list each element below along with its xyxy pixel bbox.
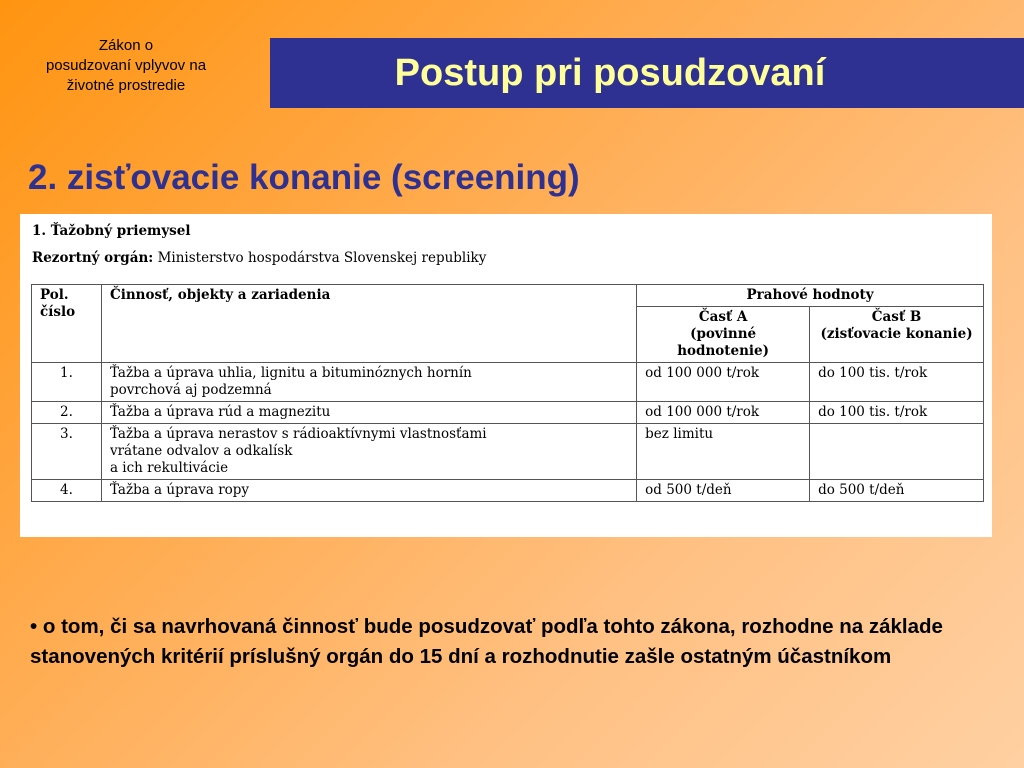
category-title-text: 1. Ťažobný priemysel bbox=[32, 223, 191, 239]
row-part-a: od 100 000 t/rok bbox=[637, 363, 810, 402]
row-part-b: do 100 tis. t/rok bbox=[810, 402, 984, 424]
row-number: 4. bbox=[32, 480, 102, 502]
header-part-b bbox=[810, 307, 984, 363]
activity-line: a ich rekultivácie bbox=[109, 460, 229, 476]
category-title bbox=[32, 223, 190, 239]
header-part-a bbox=[637, 307, 810, 363]
table-header-row bbox=[32, 285, 984, 307]
row-number: 3. bbox=[32, 424, 102, 480]
act-title-line-1: Zákon o bbox=[98, 37, 154, 54]
part-b-subtitle: (zisťovacie konanie) bbox=[820, 326, 973, 342]
row-part-a: od 500 t/deň bbox=[637, 480, 810, 502]
bullet-point bbox=[30, 612, 950, 672]
authority-value: Ministerstvo hospodárstva Slovenskej republiky bbox=[157, 250, 487, 266]
part-a-title: Časť A bbox=[698, 309, 748, 325]
bullet-text: o tom, či sa navrhovaná činnosť bude posudzovať podľa tohto zákona, rozhodne na základe stanovených kritérií príslušný orgán do 15 dní a rozhodnutie zašle ostatným účastníkom bbox=[30, 615, 943, 668]
activities-table bbox=[31, 284, 984, 502]
activity-line: Ťažba a úprava nerastov s rádioaktívnymi vlastnosťami bbox=[109, 426, 487, 442]
row-part-b: do 100 tis. t/rok bbox=[810, 363, 984, 402]
header-bar bbox=[270, 38, 1024, 108]
row-part-b bbox=[810, 424, 984, 480]
row-part-b: do 500 t/deň bbox=[810, 480, 984, 502]
row-activity bbox=[101, 363, 636, 402]
activity-line: vrátane odvalov a odkalísk bbox=[109, 443, 293, 459]
table-row bbox=[32, 424, 984, 480]
act-title-line-3: životné prostredie bbox=[66, 77, 186, 94]
act-title bbox=[0, 36, 252, 96]
header-pol-cislo: Pol. číslo bbox=[32, 285, 102, 363]
section-heading: 2. zisťovacie konanie (screening) bbox=[28, 158, 580, 197]
table-row bbox=[32, 363, 984, 402]
bullet-marker: • bbox=[30, 615, 38, 638]
row-activity bbox=[101, 402, 636, 424]
row-number: 1. bbox=[32, 363, 102, 402]
document-excerpt bbox=[20, 214, 992, 537]
table-row bbox=[32, 402, 984, 424]
row-activity bbox=[101, 424, 636, 480]
authority-line bbox=[32, 250, 486, 266]
part-a-subtitle: (povinné hodnotenie) bbox=[677, 326, 770, 359]
activity-line: Ťažba a úprava ropy bbox=[109, 482, 250, 498]
part-b-title: Časť B bbox=[871, 309, 922, 325]
activity-line: Ťažba a úprava rúd a magnezitu bbox=[109, 404, 331, 420]
row-part-a: od 100 000 t/rok bbox=[637, 402, 810, 424]
header-cinnost: Činnosť, objekty a zariadenia bbox=[101, 285, 636, 363]
activity-line: Ťažba a úprava uhlia, lignitu a bituminóznych hornín bbox=[109, 365, 472, 381]
row-activity bbox=[101, 480, 636, 502]
header-prahove-hodnoty: Prahové hodnoty bbox=[637, 285, 984, 307]
act-title-line-2: posudzovaní vplyvov na bbox=[45, 57, 207, 74]
row-number: 2. bbox=[32, 402, 102, 424]
table-row bbox=[32, 480, 984, 502]
slide-title: Postup pri posudzovaní bbox=[394, 52, 826, 94]
authority-label: Rezortný orgán: bbox=[32, 250, 154, 266]
activity-line: povrchová aj podzemná bbox=[109, 382, 272, 398]
row-part-a: bez limitu bbox=[637, 424, 810, 480]
